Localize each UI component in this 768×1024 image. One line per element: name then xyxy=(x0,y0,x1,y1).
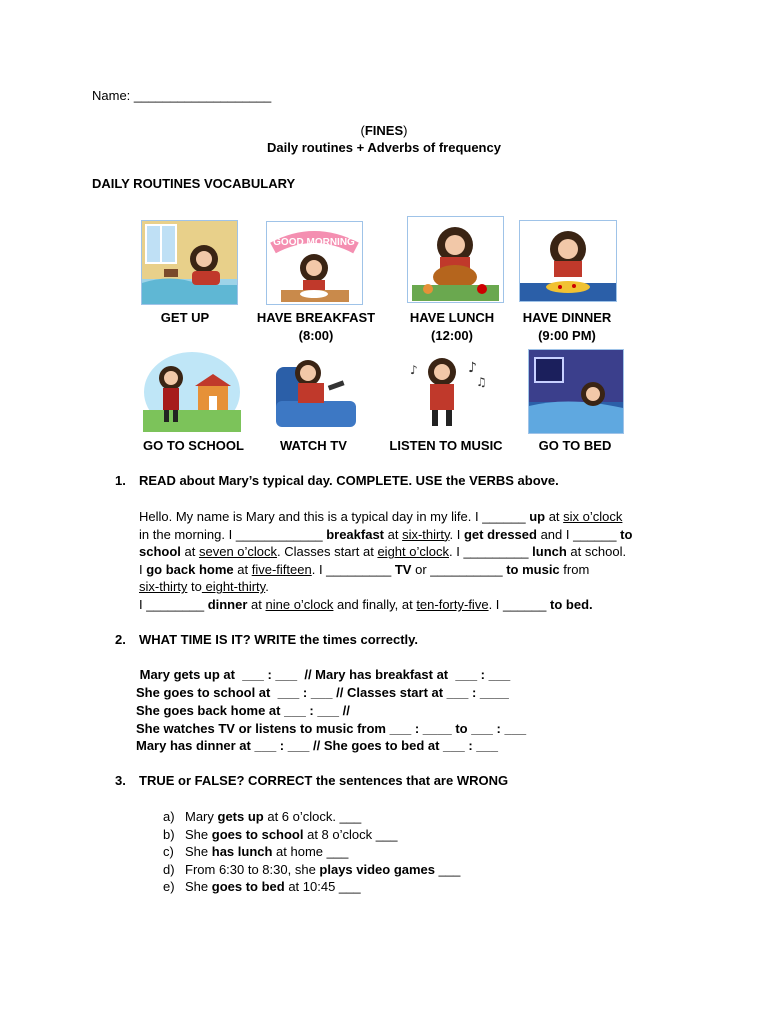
good-morning-breakfast-icon xyxy=(266,221,363,305)
caption-get-up: GET UP xyxy=(160,310,210,325)
q1-paragraph-line5: six-thirty to eight-thirty. xyxy=(139,579,269,595)
vocab-heading: DAILY ROUTINES VOCABULARY xyxy=(92,176,296,191)
blank[interactable]: ________ xyxy=(146,597,205,612)
caption-go-to-school: GO TO SCHOOL xyxy=(143,438,244,453)
q2-line[interactable]: Mary gets up at ___ : ___ // Mary has breakfast at ___ : ___ xyxy=(136,667,511,682)
svg-text:♪: ♪ xyxy=(410,363,418,377)
q2-line[interactable]: She goes back home at ___ : ___ // xyxy=(136,703,350,718)
blank[interactable]: ______ xyxy=(503,597,547,612)
turkey-lunch-icon xyxy=(407,216,504,303)
q3-item: b) She goes to school at 8 o’clock ___ xyxy=(163,826,398,842)
blank[interactable]: __________ xyxy=(430,561,503,577)
q1-instruction: READ about Mary’s typical day. COMPLETE. USE the VERBS above. xyxy=(139,473,559,488)
music-notes-icon xyxy=(397,349,491,433)
blank[interactable]: ______ xyxy=(482,509,526,524)
caption-have-dinner: HAVE DINNER (9:00 PM) xyxy=(522,310,612,343)
q2-number: 2. xyxy=(115,632,126,647)
blank[interactable]: ______ xyxy=(573,526,617,542)
good-morning-banner: GOOD MORNING xyxy=(273,237,355,248)
q3-item: c) She has lunch at home ___ xyxy=(163,844,349,859)
q2-instruction: WHAT TIME IS IT? WRITE the times correctly. xyxy=(139,632,419,647)
name-label: Name: xyxy=(92,88,131,103)
name-blank[interactable]: ___________________ xyxy=(133,88,272,103)
worksheet-title: (FINES) xyxy=(360,123,408,138)
q1-paragraph-line1: Hello. My name is Mary and this is a typical day in my life. I ______ up at six o’clock xyxy=(139,509,623,524)
q2-line[interactable]: She goes to school at ___ : ___ // Classes start at ___ : ____ xyxy=(136,685,509,700)
pizza-dinner-icon xyxy=(519,220,617,302)
q1-paragraph-line3: school at seven o’clock. Classes start at eight o’clock. I _________ lunch at school. xyxy=(139,544,627,560)
q3-item: a) Mary gets up at 6 o’clock. ___ xyxy=(163,809,362,824)
q2-line[interactable]: Mary has dinner at ___ : ___ // She goes to bed at ___ : ___ xyxy=(136,738,498,753)
svg-text:♪: ♪ xyxy=(468,360,477,376)
bed-morning-icon xyxy=(141,220,238,305)
svg-text:♫: ♫ xyxy=(476,375,487,389)
q1-paragraph-line2: in the morning. I ____________ breakfast at six-thirty. I get dressed and I ______ to xyxy=(139,526,633,542)
q3-item: e) She goes to bed at 10:45 ___ xyxy=(163,879,361,894)
school-building-icon xyxy=(142,347,242,433)
caption-have-lunch: HAVE LUNCH (12:00) xyxy=(409,310,495,343)
caption-watch-tv: WATCH TV xyxy=(280,438,347,453)
caption-listen-to-music: LISTEN TO MUSIC xyxy=(389,438,503,453)
q3-number: 3. xyxy=(115,773,126,788)
caption-have-breakfast: HAVE BREAKFAST (8:00) xyxy=(256,310,376,343)
name-field xyxy=(92,88,271,103)
blank[interactable]: _________ xyxy=(326,561,392,577)
q3-instruction: TRUE or FALSE? CORRECT the sentences that are WRONG xyxy=(139,773,509,788)
q1-paragraph-line4: I go back home at five-fifteen. I _________ TV or __________ to music from xyxy=(139,561,590,577)
armchair-remote-icon xyxy=(269,348,363,434)
q3-item: d) From 6:30 to 8:30, she plays video games ___ xyxy=(163,861,461,877)
bed-night-icon xyxy=(528,349,624,434)
caption-go-to-bed: GO TO BED xyxy=(538,438,612,453)
q1-number: 1. xyxy=(115,473,126,488)
title-fines: FINES xyxy=(364,123,404,138)
q2-line[interactable]: She watches TV or listens to music from ___ : ____ to ___ : ___ xyxy=(136,721,527,736)
worksheet-subtitle: Daily routines + Adverbs of frequency xyxy=(267,140,501,155)
blank[interactable]: ____________ xyxy=(235,526,323,542)
q1-paragraph-line6: I ________ dinner at nine o’clock and finally, at ten-forty-five. I ______ to bed. xyxy=(139,597,593,612)
blank[interactable]: _________ xyxy=(463,544,529,560)
